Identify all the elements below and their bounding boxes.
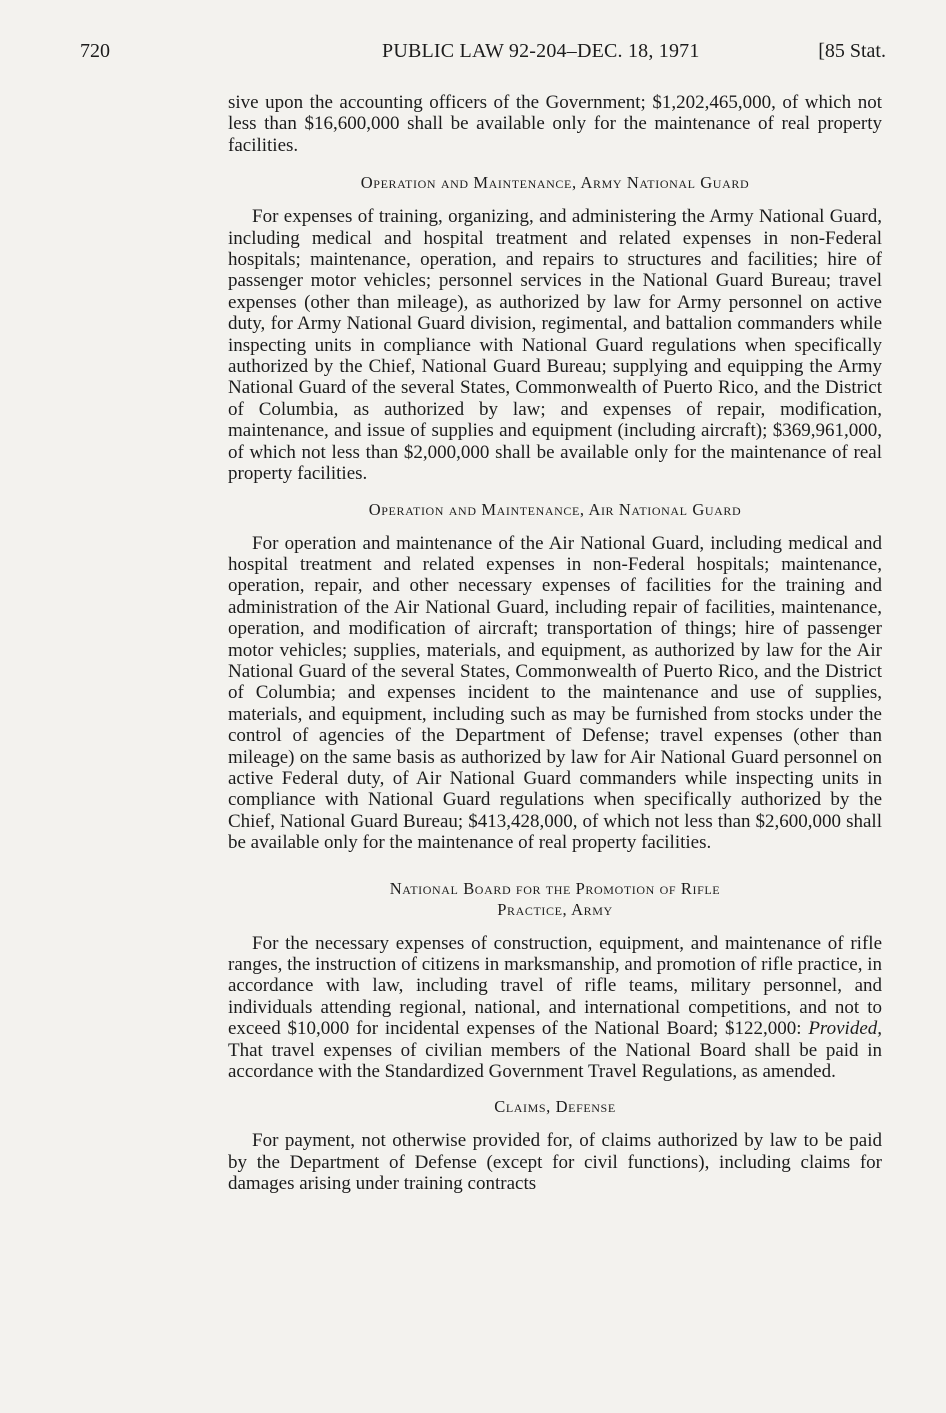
volume-reference: [85 Stat. — [818, 40, 886, 62]
heading-claims-defense: Claims, Defense — [494, 1097, 616, 1117]
intro-paragraph: sive upon the accounting officers of the Government; $1,202,465,000, of which not less than $16,600,000 shall be available only for the maintenance of real property facilities. — [228, 92, 882, 156]
heading-air-national-guard: Operation and Maintenance, Air National Guard — [368, 499, 742, 519]
rifle-text-before: For the necessary expenses of construction, equipment, and maintenance of rifle ranges, the instruction of citizens in marksmanship, and promotion of rifle practice, in accordance with law, including travel of rifle teams, military personnel, and individuals attending regional, national, and international competitions, and not to exceed $10,000 for incidental expenses of the National Board; $122,000: — [228, 932, 882, 1040]
heading-rifle-practice-line2: Practice, Army — [497, 899, 613, 919]
paragraph-claims-defense: For payment, not otherwise provided for, of claims authorized by law to be paid by the Department of Defense (except for civil functions), including claims for damages arising under training contracts — [228, 1130, 882, 1195]
heading-rifle-practice — [228, 878, 882, 920]
rifle-text-after: That travel expenses of civilian members of the National Board shall be paid in accordance with the Standardized Government Travel Regulations, as amended. — [228, 1039, 882, 1083]
paragraph-air-national-guard: For operation and maintenance of the Air National Guard, including medical and hospital treatment and related expenses in non-Federal hospitals; maintenance, operation, repair, and other necessary expenses of facilities for the training and administration of the Air National Guard, including repair of facilities, maintenance, operation, and modification of aircraft; transportation of things; hire of passenger motor vehicles; supplies, materials, and equipment, as authorized by law for the Air National Guard of the several States, Commonwealth of Puerto Rico, and the District of Columbia; and expenses incident to the maintenance and use of supplies, materials, and equipment, including such as may be furnished from stocks under the control of agencies of the Department of Defense; travel expenses (other than mileage) on the same basis as authorized by law for Air National Guard personnel on active Federal duty, of Air National Guard commanders while inspecting units in compliance with National Guard regulations when specifically authorized by the Chief, National Guard Bureau; $413,428,000, of which not less than $2,600,000 shall be available only for the maintenance of real property facilities. — [228, 532, 882, 854]
paragraph-rifle-practice — [228, 933, 882, 1083]
paragraph-army-national-guard: For expenses of training, organizing, and administering the Army National Guard, including medical and hospital treatment and related expenses in non-Federal hospitals; maintenance, operation, and repairs to structures and facilities; hire of passenger motor vehicles; personnel services in the National Guard Bureau; travel expenses (other than mileage), as authorized by law for Army personnel on active duty, for Army National Guard division, regimental, and battalion commanders while inspecting units in compliance with National Guard regulations when specifically authorized by the Chief, National Guard Bureau; supplying and equipping the Army National Guard of the several States, Commonwealth of Puerto Rico, and the District of Columbia, as authorized by law; and expenses of repair, modification, maintenance, and issue of supplies and equipment (including aircraft); $369,961,000, of which not less than $2,000,000 shall be available only for the maintenance of real property facilities. — [228, 206, 882, 485]
running-title: PUBLIC LAW 92-204–DEC. 18, 1971 — [382, 40, 700, 62]
heading-army-national-guard: Operation and Maintenance, Army National Guard — [360, 173, 750, 193]
body-text — [228, 92, 882, 1195]
page-header — [80, 40, 886, 70]
proviso-term: Provided, — [808, 1018, 883, 1040]
heading-rifle-practice-line1: National Board for the Promotion of Rifle — [389, 878, 721, 898]
page-number: 720 — [80, 40, 110, 62]
